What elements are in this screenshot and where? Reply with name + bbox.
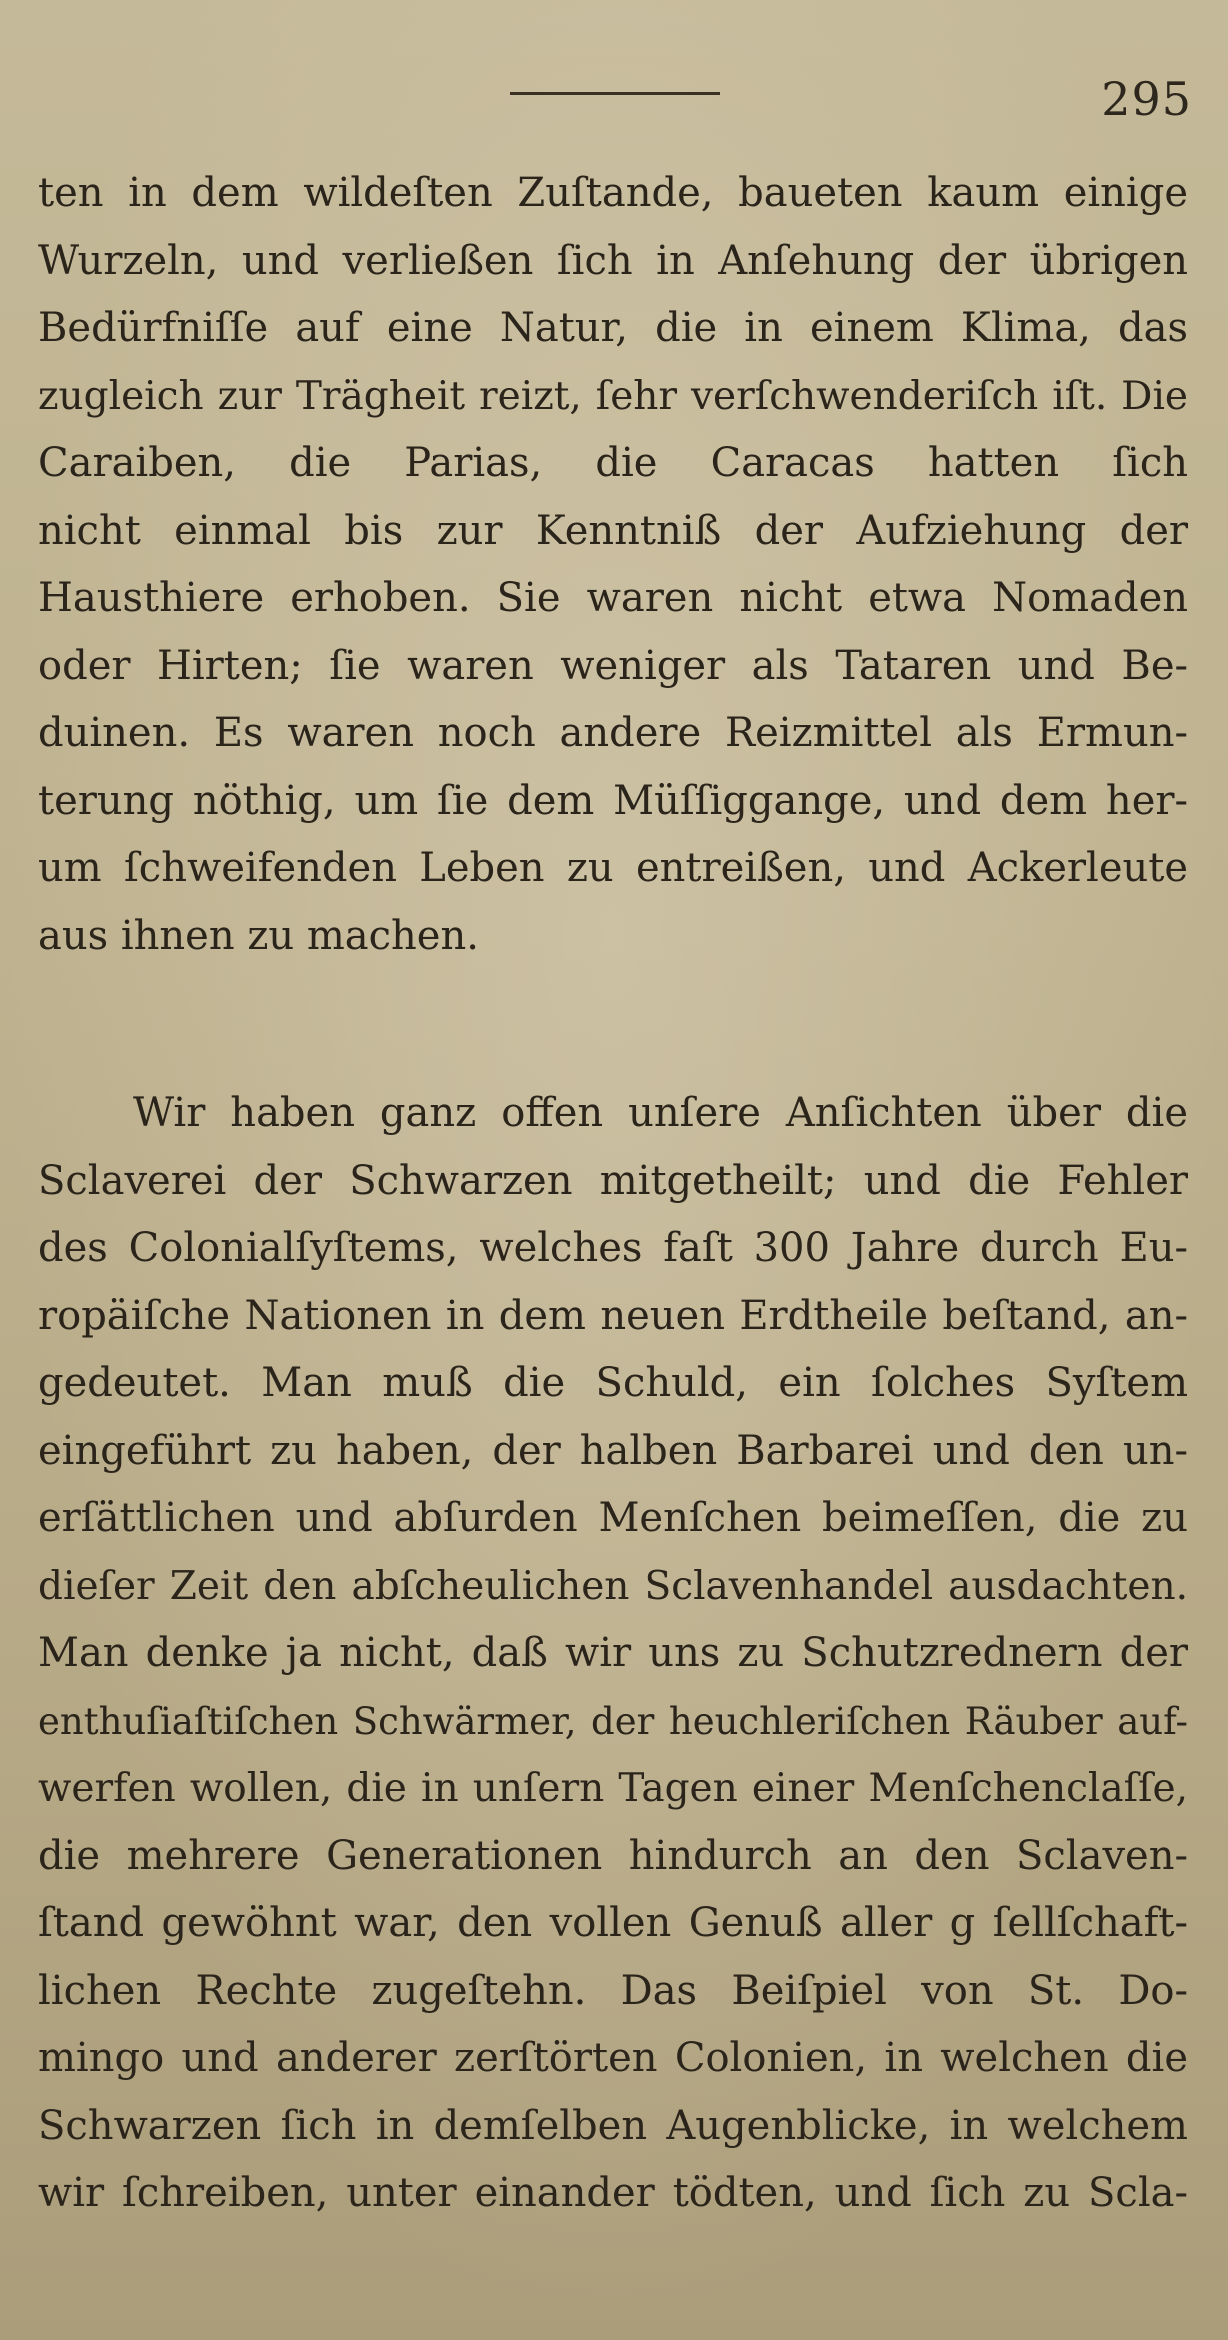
- text-line: oder Hirten; ſie waren weniger als Tataren und Be-: [38, 642, 1188, 689]
- text-line: ſtand gewöhnt war, den vollen Genuß aller g ſellſchaft-: [38, 1900, 1188, 1946]
- text-line: Sclaverei der Schwarzen mitgetheilt; und die Fehler: [38, 1157, 1188, 1204]
- text-line: erſättlichen und abſurden Menſchen beimeſſen, die zu: [38, 1495, 1188, 1541]
- text-line: des Colonialſyſtems, welches faſt 300 Jahre durch Eu-: [38, 1225, 1188, 1271]
- paragraph-2: [38, 1080, 1188, 2228]
- text-line: Wurzeln, und verließen ſich in Anſehung der übrigen: [38, 237, 1188, 284]
- text-line: dieſer Zeit den abſcheulichen Sclavenhandel ausdachten.: [38, 1563, 1188, 1609]
- text-line: die mehrere Generationen hindurch an den Sclaven-: [38, 1832, 1188, 1879]
- text-line: um ſchweifenden Leben zu entreißen, und Ackerleute: [38, 845, 1188, 891]
- text-line: Wir haben ganz offen unſere Anſichten über die: [133, 1090, 1188, 1136]
- text-line: ropäiſche Nationen in dem neuen Erdtheile beſtand, an-: [38, 1292, 1188, 1339]
- text-line: terung nöthig, um ſie dem Müſſiggange, und dem her-: [38, 777, 1188, 824]
- text-line: Schwarzen ſich in demſelben Augenblicke, in welchem: [38, 2102, 1188, 2149]
- text-line: Caraiben, die Parias, die Caracas hatten ſich: [38, 440, 1188, 486]
- text-line: enthuſiaſtiſchen Schwärmer, der heuchleriſchen Räuber auf-: [38, 1699, 1188, 1743]
- text-line: Man denke ja nicht, daß wir uns zu Schutzrednern der: [38, 1630, 1188, 1676]
- header-rule: [510, 92, 720, 95]
- text-line: duinen. Es waren noch andere Reizmittel als Ermun-: [38, 710, 1188, 756]
- text-line: Bedürfniſſe auf eine Natur, die in einem Klima, das: [38, 305, 1188, 351]
- text-line: wir ſchreiben, unter einander tödten, und ſich zu Scla-: [38, 2170, 1188, 2216]
- paragraph-1: [38, 160, 1188, 970]
- text-line: aus ihnen zu machen.: [38, 912, 479, 959]
- text-line: gedeutet. Man muß die Schuld, ein ſolches Syſtem: [38, 1360, 1188, 1406]
- text-line: eingeführt zu haben, der halben Barbarei und den un-: [38, 1427, 1188, 1474]
- text-line: zugleich zur Trägheit reizt, ſehr verſchwenderiſch iſt. Die: [38, 373, 1188, 419]
- text-line: lichen Rechte zugeſtehn. Das Beiſpiel von St. Do-: [38, 1967, 1188, 2014]
- page-number: 295: [1101, 72, 1192, 126]
- text-line: werfen wollen, die in unſern Tagen einer Menſchenclaſſe,: [38, 1766, 1188, 1811]
- text-line: ten in dem wildeſten Zuſtande, baueten kaum einige: [38, 170, 1188, 216]
- text-line: mingo und anderer zerſtörten Colonien, in welchen die: [38, 2035, 1188, 2081]
- text-line: nicht einmal bis zur Kenntniß der Aufziehung der: [38, 507, 1188, 554]
- text-line: Hausthiere erhoben. Sie waren nicht etwa Nomaden: [38, 575, 1188, 621]
